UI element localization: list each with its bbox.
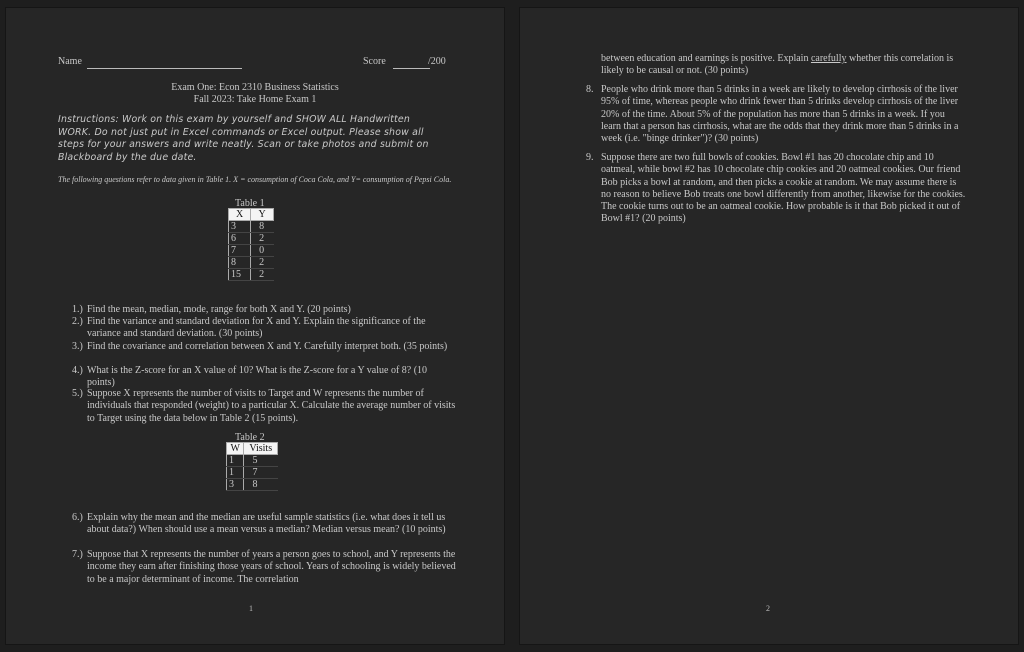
table-row xyxy=(229,245,274,257)
table-cell: 2 xyxy=(251,233,274,245)
table-row xyxy=(227,455,278,467)
table-row xyxy=(229,257,274,269)
exam-title: Exam One: Econ 2310 Business Statistics xyxy=(171,82,339,93)
table-cell: 15 xyxy=(229,269,251,281)
question-6 xyxy=(72,512,457,537)
score-total: /200 xyxy=(428,56,446,67)
instructions: Instructions: Work on this exam by yourself and SHOW ALL Handwritten WORK. Do not just put in Excel commands or Excel output. Please show all steps for your answers and write neatly. Scan or take photos and submit on Blackboard by the due date. xyxy=(58,114,429,163)
table-row xyxy=(229,221,274,233)
table1-caption: Table 1 xyxy=(235,198,265,209)
name-label: Name xyxy=(58,56,82,67)
table-cell: 8 xyxy=(229,257,251,269)
table1 xyxy=(228,208,274,281)
table-cell: 8 xyxy=(244,479,278,491)
exam-subtitle: Fall 2023: Take Home Exam 1 xyxy=(193,94,317,105)
question-7 xyxy=(72,549,457,586)
score-blank-line xyxy=(393,68,430,69)
table-cell: 2 xyxy=(251,257,274,269)
table-cell: 6 xyxy=(229,233,251,245)
table-cell: 1 xyxy=(227,467,244,479)
table-header-cell: Visits xyxy=(244,443,278,455)
question-text: People who drink more than 5 drinks in a week are likely to develop cirrhosis of the liver 95% of time, whereas people who drink fewer than 5 drinks develop cirrhosis of the liver 20% of the time. About 5% of the population has more than 5 drinks in a week. If you learn that a person has cirrhosis, what are the odds that they drink more than 5 drinks in a week (i.e. "binge drinker")? (30 points) xyxy=(601,84,959,145)
emphasis-underlined: carefully xyxy=(810,53,847,64)
question-text: Suppose that X represents the number of years a person goes to school, and Y represents the income they earn after finishing those years of school. Years of schooling is widely believed to be a major determinant of income. The correlation xyxy=(87,549,456,585)
table-cell: 8 xyxy=(251,221,274,233)
table-cell: 2 xyxy=(251,269,274,281)
table-row xyxy=(229,269,274,281)
question-5 xyxy=(72,388,457,425)
question-text-part: whether this correlation is likely to be causal or not. (30 points) xyxy=(601,53,954,77)
page-number: 2 xyxy=(766,604,770,613)
table-header-cell: Y xyxy=(251,209,274,221)
question-number: 5.) xyxy=(72,388,83,399)
question-text-part: between education and earnings is positive. Explain xyxy=(601,53,811,64)
question-1 xyxy=(72,304,457,316)
page-1 xyxy=(6,8,504,644)
question-number: 2.) xyxy=(72,316,83,327)
table-cell: 3 xyxy=(227,479,244,491)
table-row xyxy=(229,233,274,245)
table2 xyxy=(226,442,278,491)
data-intro: The following questions refer to data given in Table 1. X = consumption of Coca Cola, and Y= consumption of Pepsi Cola. xyxy=(58,175,452,184)
table-header-cell: X xyxy=(229,209,251,221)
table-cell: 3 xyxy=(229,221,251,233)
question-number: 7.) xyxy=(72,549,83,560)
question-number: 3.) xyxy=(72,341,83,352)
score-label: Score xyxy=(363,56,386,67)
table2-caption: Table 2 xyxy=(235,432,265,443)
name-blank-line xyxy=(87,68,242,69)
question-text: Find the variance and standard deviation for X and Y. Explain the significance of the variance and standard deviation. (30 points) xyxy=(87,316,426,340)
question-2 xyxy=(72,316,457,341)
question-9 xyxy=(586,152,966,226)
table-row xyxy=(227,479,278,491)
question-text: Find the covariance and correlation between X and Y. Carefully interpret both. (35 points) xyxy=(87,341,448,352)
page-2 xyxy=(520,8,1018,644)
page-number: 1 xyxy=(249,604,253,613)
table-cell: 7 xyxy=(229,245,251,257)
table-cell: 1 xyxy=(227,455,244,467)
table-cell: 7 xyxy=(244,467,278,479)
question-text: Suppose there are two full bowls of cookies. Bowl #1 has 20 chocolate chip and 10 oatmeal, while bowl #2 has 10 chocolate chip cookies and 20 oatmeal cookies. Our friend Bob picks a bowl at random, and then picks a cookie at random. We may assume there is no reason to believe Bob treats one bowl differently from another, likewise for the cookies. The cookie turns out to be an oatmeal cookie. How probable is it that Bob picked it out of Bowl #1? (20 points) xyxy=(601,152,966,225)
table-cell: 0 xyxy=(251,245,274,257)
question-text: What is the Z-score for an X value of 10? What is the Z-score for a Y value of 8? (10 points) xyxy=(87,365,428,389)
question-8 xyxy=(586,84,966,145)
question-number: 8. xyxy=(586,84,594,95)
table-cell: 5 xyxy=(244,455,278,467)
question-7-continued xyxy=(601,53,969,78)
question-text: Suppose X represents the number of visits to Target and W represents the number of individuals that responded (weight) to a particular X. Calculate the average number of visits to Target using the data below in Table 2 (15 points). xyxy=(87,388,456,424)
table-header-row xyxy=(227,443,278,455)
question-3 xyxy=(72,341,457,353)
question-text: Find the mean, median, mode, range for both X and Y. (20 points) xyxy=(87,304,351,315)
question-number: 9. xyxy=(586,152,594,163)
question-number: 6.) xyxy=(72,512,83,523)
question-number: 1.) xyxy=(72,304,83,315)
table-header-cell: W xyxy=(227,443,244,455)
question-number: 4.) xyxy=(72,365,83,376)
question-4 xyxy=(72,365,457,390)
table-row xyxy=(227,467,278,479)
table-header-row xyxy=(229,209,274,221)
question-text: Explain why the mean and the median are useful sample statistics (i.e. what does it tell us about data?) When should use a mean versus a median? Median versus mean? (10 points) xyxy=(87,512,446,536)
